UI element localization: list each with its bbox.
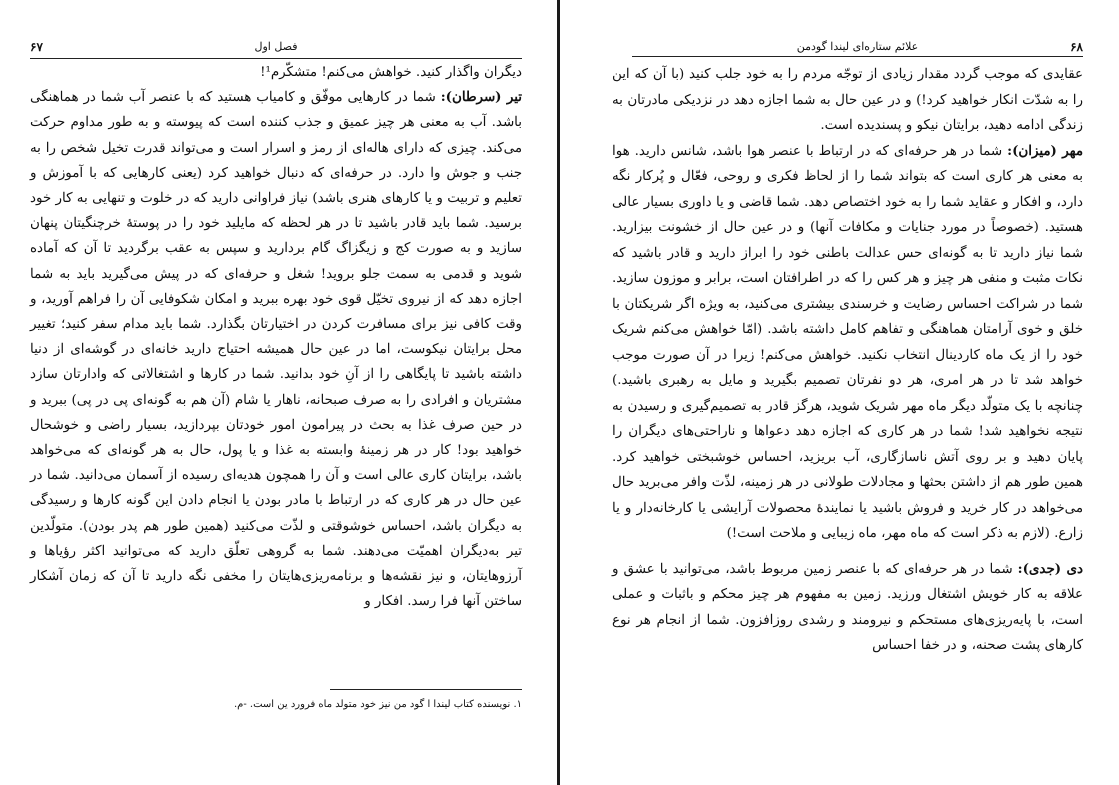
right-page <box>566 0 1119 785</box>
paragraph-term: دی (جدی): <box>1017 560 1083 577</box>
paragraph-term: مهر (میزان): <box>1007 142 1083 159</box>
paragraph-text: شما در کارهایی موفّق و کامیاب هستید که با عنصر آب شما در هماهنگی باشد. آب به معنی هر چیز عمیق و جذب کننده است که پیوسته و به طور مداوم حرکت می‌کند. چیزی که دارای هاله‌ای از رمز و اسرار است و می‌تواند قدرت تخیل شخص را به جنب و جوش وا دارد. در حرفه‌ای که دنبال خواهید کرد (یعنی کارهایی که با آموزش و تعلیم و تربیت و یا کارهای هنری باشد) نیاز فراوانی دارید که در خلوت و تنهایی به کار خود برسید. شما باید قادر باشید تا در هر لحظه که مایلید خود را در پوستهٔ خرچنگیتان پنهان سازید و به صورت کج و زیگزاگ گام بردارید و سپس به عقب برگردید تا آن که آماده شوید و قدمی به سمت جلو بروید! شغل و حرفه‌ای که در پیش می‌گیرید باید به شما اجازه دهد که از نیروی تخیّل قوی خود بهره ببرید و امکان شکوفایی آن را فراهم آورید، و وقت کافی نیز برای مسافرت کردن در اختیارتان بگذارد. شما باید مدام سفر کنید؛ تغییر محل برایتان نیکوست، اما در عین حال همیشه احتیاج دارید خانه‌ای در گوشه‌ای از دنیا داشته باشید تا پایگاهی را از آنِ خود بدانید. شما در کارها و اشتغالاتی که وادارتان سازد مشتریان و افرادی را به صرف صبحانه، ناهار یا شام (آن هم به گونه‌ای پی در پی) ببرید و در حین صرف غذا به بحث در پیرامون امور خودتان بپردازید، بسیار راضی و خوشحال خواهید بود! کار در هر زمینهٔ وابسته به غذا و یا پول، حال به هر گونه‌ای که می‌خواهد باشد، برایتان کاری عالی است و آن را همچون هدیه‌ای رسیده از آسمان می‌دانید. شما در عین حال در هر کاری که در ارتباط با مادر بودن یا انجام دادن این گونه کارها و رسیدگی به دیگران باشد، احساس خوشوقتی و لذّت می‌کنید (همین طور هم پدر بودن). متولّدین تیر به‌دیگران اهمیّت می‌دهند. شما به گروهی تعلّق دارید که می‌توانید اکثر رؤیاها و آرزوهایتان، و نیز نقشه‌ها و برنامه‌ریزی‌هایتان را مخفی نگه دارید تا آن که زمان آشکار ساختن آنها فرا رسد. افکار و <box>30 90 522 610</box>
running-title: فصل اول <box>254 40 298 53</box>
running-header <box>632 38 1083 56</box>
running-header <box>30 38 522 56</box>
body-text <box>612 62 1083 659</box>
paragraph <box>30 60 522 85</box>
paragraph <box>612 139 1083 547</box>
page-number: ۶۷ <box>30 40 43 54</box>
footnote: ۱. نویسنده کتاب لیندا ا گود من نیز خود متولد ماه فرورد ین است. -م. <box>234 699 522 710</box>
binding-divider <box>557 0 560 785</box>
header-rule <box>632 56 1083 57</box>
left-page <box>0 0 552 785</box>
paragraph-term: تیر (سرطان): <box>440 89 522 106</box>
paragraph-text: شما در هر حرفه‌ای که با عنصر زمین مربوط باشد، می‌توانید با عشق و علاقه به کار خویش اشتغال ورزید. زمین به مفهوم هر چیز محکم و باثبات و عملی است، با پایه‌ریزی‌های مستحکم و نیرومند و رشدی روزافزون. شما از انجام هر نوع کارهای پشت صحنه، و در خفا احساس <box>612 561 1083 653</box>
body-text <box>30 60 522 614</box>
paragraph-text: شما در هر حرفه‌ای که در ارتباط با عنصر هوا باشد، شانس دارید. هوا به معنی هر کاری است که بتواند شما را از لحاظ فکری و روحی، فعّال و پُرکار نگه دارد، و افکار و عقاید شما را به خود اختصاص دهد. شما قاضی و یا داوری بسیار عالی هستید. (خصوصاً در مورد جنایات و مکافات آنها) و در عین حال از خشونت بیزارید. شما نیاز دارید تا به گونه‌ای حس عدالت باطنی خود را ابراز دارید و قادر باشید که نکات مثبت و منفی هر چیز و هر کس را که در اطرافتان است، برابر و موزون سازید. شما در شراکت احساس رضایت و خرسندی بیشتری می‌کنید، به ویژه اگر شریکتان با خلق و خوی آرامتان هماهنگی و تفاهم کامل داشته باشد. (امّا خواهش می‌کنم شریک خود را از یک ماه کاردینال انتخاب نکنید. خواهش می‌کنم! زیرا در آن صورت موجب خواهد شد تا در هر امری، هر دو نفرتان تصمیم بگیرید و مایل به رهبری باشید.) چنانچه با یک متولّد دیگر ماه مهر شریک شوید، هرگز قادر به تصمیم‌گیری و رسیدن به نتیجه نخواهید شد! شما در هر کاری که اجازه دهد دعواها و ناراحتی‌های دیگران را پایان دهید و بر روی آتش ناسازگاری، آب بریزید، احساس خوشبختی خواهید کرد. همین طور هم از داشتن بحثها و مجادلات طولانی در هر زمینه، لذّت وافر می‌برید حال می‌خواهد در کار خرید و فروش باشید یا نمایندهٔ محصولات آرایشی یا کارخانه‌دار و یا زارع. (لازم به ذکر است که ماه مهر، ماه زیبایی و ملاحت است!) <box>612 143 1083 541</box>
paragraph-text: عقایدی که موجب گردد مقدار زیادی از توجّه مردم را به خود جلب کنید (با آن که این را به شدّت انکار خواهید کرد!) و در عین حال به شما اجازه دهد در نزدیکی مادرتان به زندگی ادامه دهید، برایتان نیکو و پسندیده است. <box>612 67 1083 133</box>
paragraph-text: دیگران واگذار کنید. خواهش می‌کنم! متشکّرم¹! <box>260 65 522 80</box>
paragraph <box>612 62 1083 139</box>
paragraph <box>30 85 522 614</box>
page-number: ۶۸ <box>1070 40 1083 54</box>
running-title: علائم ستاره‌ای لیندا گودمن <box>796 40 919 53</box>
footnote-rule <box>330 689 522 690</box>
paragraph <box>612 557 1083 659</box>
header-rule <box>30 58 522 59</box>
